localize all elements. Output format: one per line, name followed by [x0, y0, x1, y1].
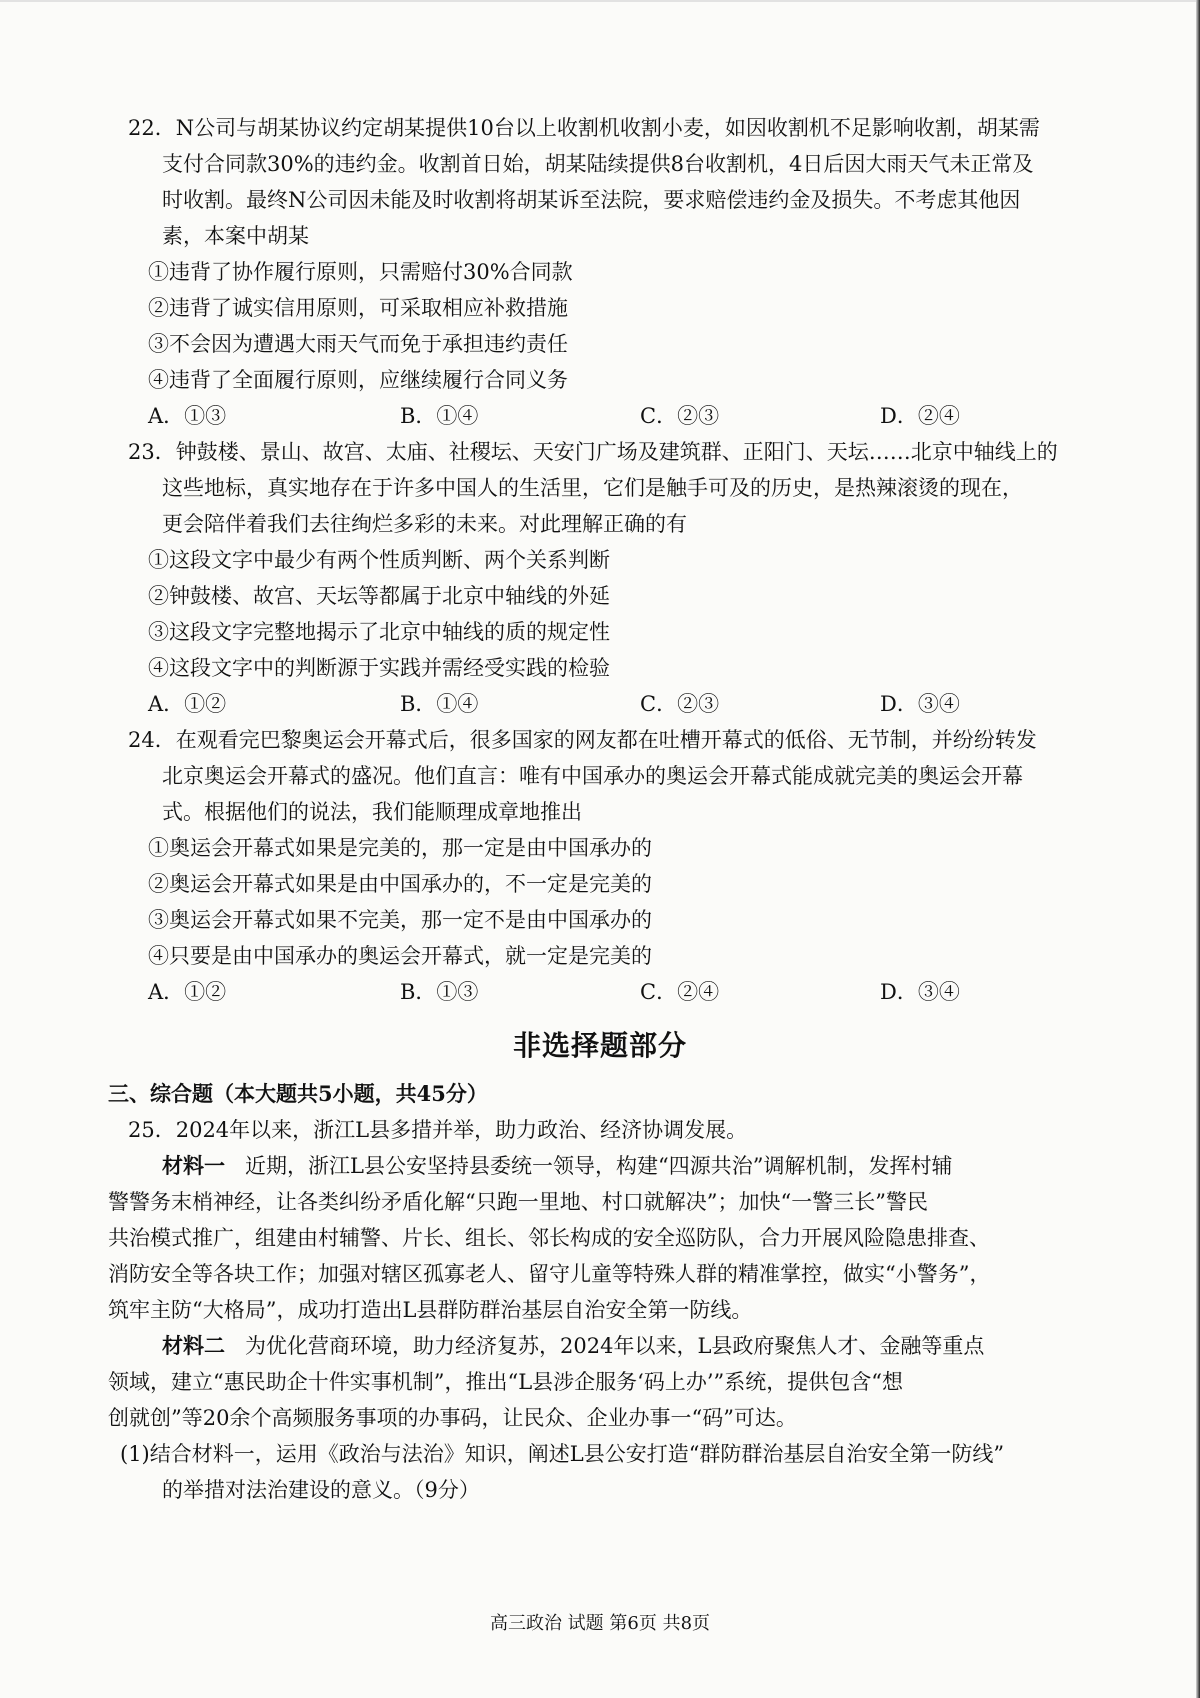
q24-options	[0, 978, 1200, 1006]
material-2-line: 领域，建立“惠民助企十件实事机制”，推出“L县涉企服务‘码上办’”系统，提供包含“想	[108, 1370, 903, 1394]
material-2-first-line	[162, 1332, 984, 1360]
option-c: C．②③	[640, 404, 720, 428]
scan-top-edge	[0, 0, 1200, 2]
option-b: B．①④	[400, 692, 479, 716]
material-2-line: 创就创”等20余个高频服务事项的办事码，让民众、企业办事一“码”可达。	[108, 1406, 797, 1430]
q23-item: ④这段文字中的判断源于实践并需经受实践的检验	[148, 656, 610, 680]
option-b: B．①③	[400, 980, 479, 1004]
option-c: C．②③	[640, 692, 720, 716]
q22-item: ④违背了全面履行原则，应继续履行合同义务	[148, 368, 568, 392]
option-d: D．③④	[880, 692, 960, 716]
q24-item: ②奥运会开幕式如果是由中国承办的，不一定是完美的	[148, 872, 652, 896]
q22-stem-line: 时收割。最终N公司因未能及时收割将胡某诉至法院，要求赔偿违约金及损失。不考虑其他因	[162, 188, 1021, 212]
option-c: C．②④	[640, 980, 720, 1004]
sub-question-1: (1)结合材料一，运用《政治与法治》知识，阐述L县公安打造“群防群治基层自治安全第一防线”	[120, 1442, 1005, 1466]
q23-item: ②钟鼓楼、故宫、天坛等都属于北京中轴线的外延	[148, 584, 610, 608]
material-1-label: 材料一	[162, 1153, 225, 1178]
page-footer: 高三政治 试题 第6页 共8页	[489, 1613, 711, 1634]
q23-stem-line: 这些地标，真实地存在于许多中国人的生活里，它们是触手可及的历史，是热辣滚烫的现在，	[162, 476, 1023, 500]
q24-item: ③奥运会开幕式如果不完美，那一定不是由中国承办的	[148, 908, 652, 932]
option-b: B．①④	[400, 404, 479, 428]
q24-stem-line: 北京奥运会开幕式的盛况。他们直言：唯有中国承办的奥运会开幕式能成就完美的奥运会开幕	[162, 764, 1023, 788]
q24-stem-line: 式。根据他们的说法，我们能顺理成章地推出	[162, 800, 582, 824]
q24-item: ①奥运会开幕式如果是完美的，那一定是由中国承办的	[148, 836, 652, 860]
q23-options	[0, 690, 1200, 718]
q22-stem-line: 支付合同款30%的违约金。收割首日始，胡某陆续提供8台收割机，4日后因大雨天气未正常及	[162, 152, 1034, 176]
q24-stem-line: 24．在观看完巴黎奥运会开幕式后，很多国家的网友都在吐槽开幕式的低俗、无节制，并纷纷转发	[128, 728, 1037, 752]
q23-stem-line: 23．钟鼓楼、景山、故宫、太庙、社稷坛、天安门广场及建筑群、正阳门、天坛……北京中轴线上的	[128, 440, 1058, 464]
option-d: D．③④	[880, 980, 960, 1004]
option-d: D．②④	[880, 404, 960, 428]
scan-right-edge	[1196, 0, 1200, 1698]
q22-item: ①违背了协作履行原则，只需赔付30%合同款	[148, 260, 573, 284]
q22-stem-line: 素，本案中胡某	[162, 224, 309, 248]
material-2-label: 材料二	[162, 1333, 225, 1358]
material-1-text: 近期，浙江L县公安坚持县委统一领导，构建“四源共治”调解机制，发挥村辅	[245, 1154, 953, 1178]
q22-options	[0, 402, 1200, 430]
section-title: 非选择题部分	[512, 1029, 687, 1062]
q23-item: ①这段文字中最少有两个性质判断、两个关系判断	[148, 548, 610, 572]
q23-item: ③这段文字完整地揭示了北京中轴线的质的规定性	[148, 620, 610, 644]
sub-question-1-cont: 的举措对法治建设的意义。（9分）	[162, 1478, 480, 1502]
material-1-first-line	[162, 1152, 952, 1180]
material-1-line: 消防安全等各块工作；加强对辖区孤寡老人、留守儿童等特殊人群的精准掌控，做实“小警务”，	[108, 1262, 991, 1286]
q25-intro: 25．2024年以来，浙江L县多措并举，助力政治、经济协调发展。	[128, 1118, 748, 1142]
q22-item: ③不会因为遭遇大雨天气而免于承担违约责任	[148, 332, 568, 356]
option-a: A．①②	[148, 692, 227, 716]
q22-stem-line: 22．N公司与胡某协议约定胡某提供10台以上收割机收割小麦，如因收割机不足影响收割，胡某需	[128, 116, 1040, 140]
q24-item: ④只要是由中国承办的奥运会开幕式，就一定是完美的	[148, 944, 652, 968]
q22-item: ②违背了诚实信用原则，可采取相应补救措施	[148, 296, 568, 320]
material-1-line: 警警务末梢神经，让各类纠纷矛盾化解“只跑一里地、村口就解决”；加快“一警三长”警民	[108, 1190, 928, 1214]
material-1-line: 筑牢主防“大格局”，成功打造出L县群防群治基层自治安全第一防线。	[108, 1298, 753, 1322]
part3-heading: 三、综合题（本大题共5小题，共45分）	[108, 1081, 488, 1106]
material-1-line: 共治模式推广，组建由村辅警、片长、组长、邻长构成的安全巡防队，合力开展风险隐患排查、	[108, 1226, 990, 1250]
option-a: A．①②	[148, 980, 227, 1004]
material-2-text: 为优化营商环境，助力经济复苏，2024年以来，L县政府聚焦人才、金融等重点	[245, 1334, 985, 1358]
q23-stem-line: 更会陪伴着我们去往绚烂多彩的未来。对此理解正确的有	[162, 512, 687, 536]
option-a: A．①③	[148, 404, 227, 428]
